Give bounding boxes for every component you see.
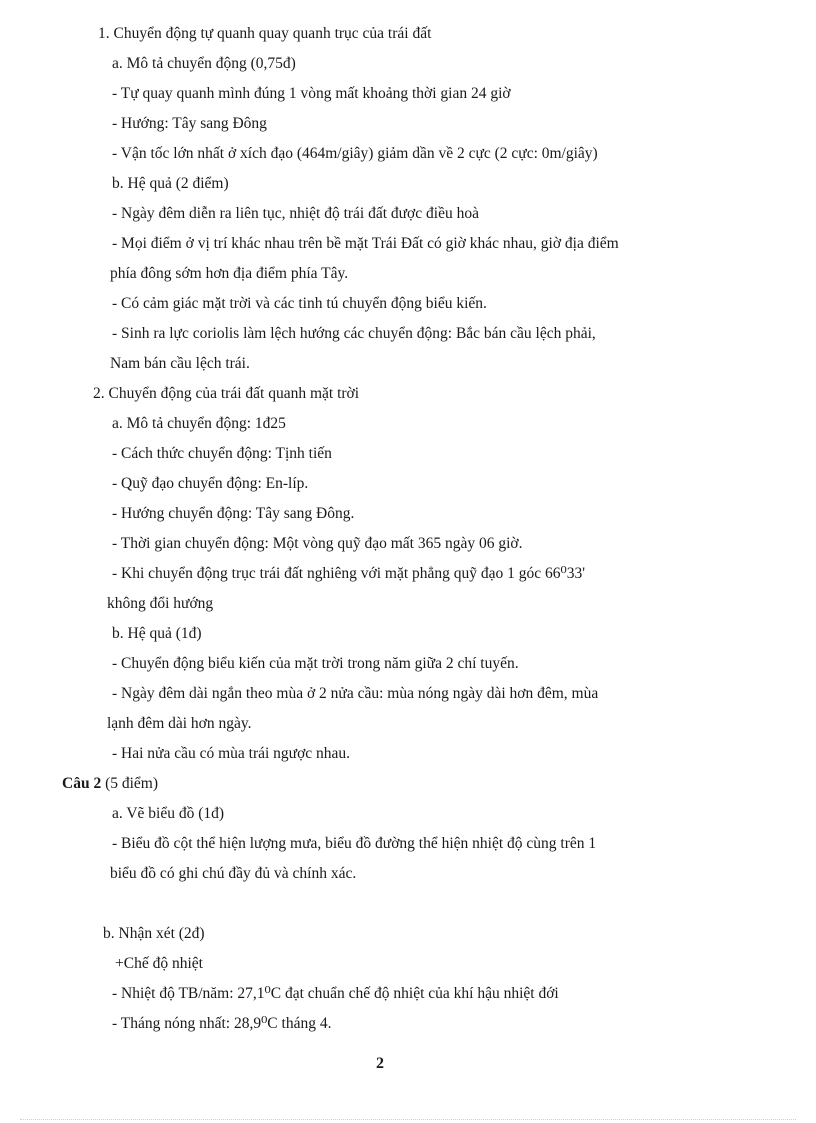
text-line: - Biểu đồ cột thể hiện lượng mưa, biểu đồ đường thể hiện nhiệt độ cùng trên 1 bbox=[112, 835, 597, 852]
text-line: biểu đồ có ghi chú đầy đủ và chính xác. bbox=[110, 865, 357, 882]
subsection-1b-heading: b. Hệ quả (2 điểm) bbox=[112, 175, 229, 192]
text-line: - Sinh ra lực coriolis làm lệch hướng các chuyển động: Bắc bán cầu lệch phải, bbox=[112, 325, 596, 342]
text-line: - Hai nửa cầu có mùa trái ngược nhau. bbox=[112, 745, 351, 762]
section-1-heading: 1. Chuyển động tự quanh quay quanh trục của trái đất bbox=[98, 25, 432, 42]
text-line: - Chuyển động biểu kiến của mặt trời trong năm giữa 2 chí tuyến. bbox=[112, 655, 519, 672]
text-line: - Vận tốc lớn nhất ở xích đạo (464m/giây) giảm dần về 2 cực (2 cực: 0m/giây) bbox=[112, 145, 598, 162]
text-line: không đổi hướng bbox=[107, 595, 214, 612]
section-2-heading: 2. Chuyển động của trái đất quanh mặt trời bbox=[93, 385, 360, 402]
question-2-heading bbox=[62, 774, 158, 794]
question-2-label: Câu 2 bbox=[62, 775, 102, 792]
page-number: 2 bbox=[376, 1055, 384, 1072]
text-line: - Quỹ đạo chuyển động: En-líp. bbox=[112, 475, 309, 492]
text-line: - Khi chuyển động trục trái đất nghiêng với mặt phẳng quỹ đạo 1 góc 66⁰33' bbox=[112, 565, 586, 582]
text-line: - Tự quay quanh mình đúng 1 vòng mất khoảng thời gian 24 giờ bbox=[112, 85, 511, 102]
text-line: Nam bán cầu lệch trái. bbox=[110, 355, 250, 372]
text-line: - Cách thức chuyển động: Tịnh tiến bbox=[112, 445, 332, 462]
text-line: - Ngày đêm diễn ra liên tục, nhiệt độ trái đất được điều hoà bbox=[112, 205, 479, 222]
text-line: - Ngày đêm dài ngắn theo mùa ở 2 nửa cầu: mùa nóng ngày dài hơn đêm, mùa bbox=[112, 685, 599, 702]
subsection-2b-heading: b. Hệ quả (1đ) bbox=[112, 625, 202, 642]
subsection-q2a-heading: a. Vẽ biểu đồ (1đ) bbox=[112, 805, 225, 822]
subsection-q2b-heading: b. Nhận xét (2đ) bbox=[103, 925, 205, 942]
question-2-points: (5 điểm) bbox=[105, 775, 159, 792]
text-line: - Có cảm giác mặt trời và các tinh tú chuyển động biểu kiến. bbox=[112, 295, 487, 312]
text-line: - Mọi điểm ở vị trí khác nhau trên bề mặt Trái Đất có giờ khác nhau, giờ địa điểm bbox=[112, 235, 619, 252]
text-line: - Thời gian chuyển động: Một vòng quỹ đạo mất 365 ngày 06 giờ. bbox=[112, 535, 523, 552]
subsection-1a-heading: a. Mô tả chuyển động (0,75đ) bbox=[112, 55, 296, 72]
text-line: +Chế độ nhiệt bbox=[115, 955, 203, 972]
text-line: phía đông sớm hơn địa điểm phía Tây. bbox=[110, 265, 349, 282]
text-line: lạnh đêm dài hơn ngày. bbox=[107, 715, 252, 732]
text-line: - Tháng nóng nhất: 28,9⁰C tháng 4. bbox=[112, 1015, 332, 1032]
text-line: - Nhiệt độ TB/năm: 27,1⁰C đạt chuẩn chế độ nhiệt của khí hậu nhiệt đới bbox=[112, 985, 559, 1002]
text-line: - Hướng chuyển động: Tây sang Đông. bbox=[112, 505, 355, 522]
page-bottom-divider bbox=[20, 1119, 796, 1120]
text-line: - Hướng: Tây sang Đông bbox=[112, 115, 267, 132]
subsection-2a-heading: a. Mô tả chuyển động: 1đ25 bbox=[112, 415, 286, 432]
